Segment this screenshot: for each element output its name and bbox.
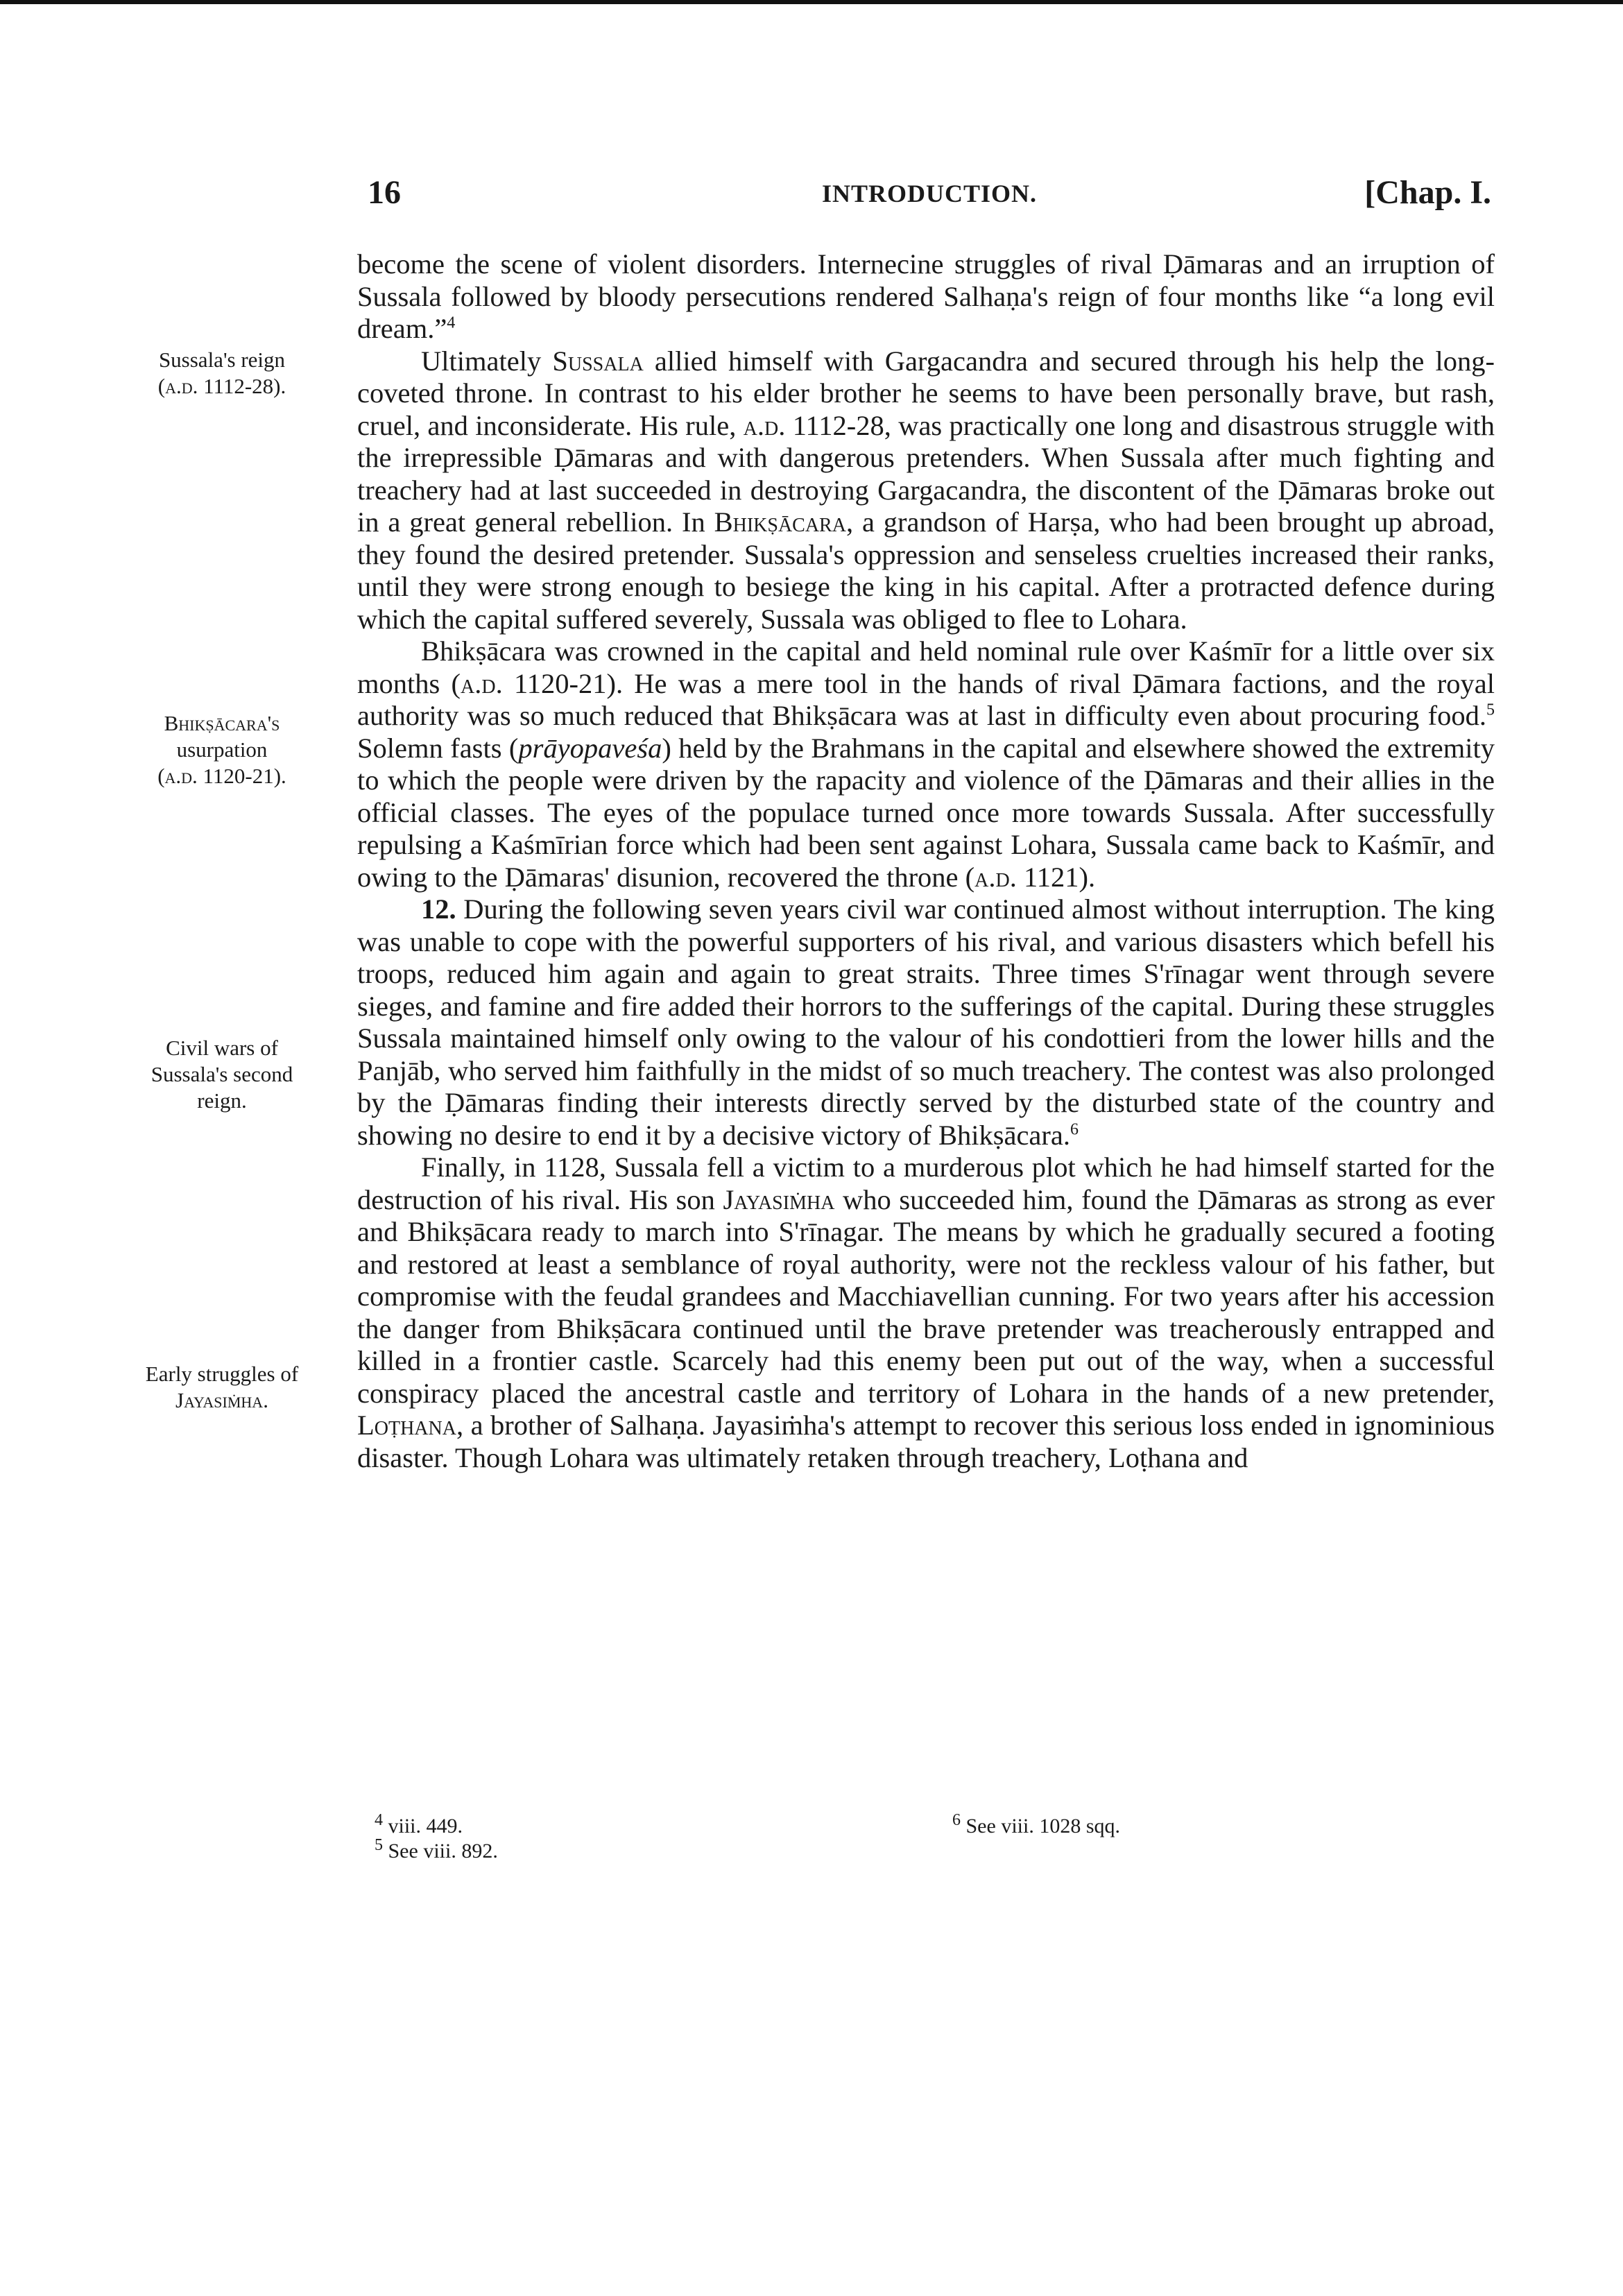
name-lothana: Loṭhana bbox=[357, 1410, 456, 1441]
footnote-6: $^6$ See viii. 1028 sqq. bbox=[952, 1811, 1120, 1837]
paragraph-continuation: become the scene of violent disorders. Internecine struggles of rival Ḍāmaras and an irruption of Sussala followed by bloody persecutions rendered Salhaṇa's reign of four months like “a long evil dream.”$^4$ bbox=[357, 248, 1495, 344]
top-border bbox=[0, 0, 1623, 4]
margin-note-civil-wars bbox=[104, 1035, 340, 1114]
margin-note-line: Sussala's reign bbox=[158, 348, 286, 372]
footnote-5: $^5$ See viii. 892. bbox=[375, 1836, 498, 1862]
paragraph-sussala: Ultimately Sussala allied himself with Gargacandra and secured through his help the long-coveted throne. In contrast to his elder brother he seems to have been personally brave, but rash, cruel, and inconsiderate. His rule, a.d. 1112-28, was practically one long and disastrous struggle with the irrepressible Ḍāmaras and with dangerous pretenders. When Sussala after much fighting and treachery had at last succeeded in destroying Gargacandra, the discontent of the Ḍāmaras broke out in a great general rebellion. In Bhikṣācara, a grandson of Harṣa, who had been brought up abroad, they found the desired pretender. Sussala's oppression and senseless cruelties increased their ranks, until they were strong enough to besiege the king in his capital. After a protracted defence during which the capital suffered severely, Sussala was obliged to flee to Lohara. bbox=[357, 345, 1495, 635]
paragraph-civil-war: 12. During the following seven years civil war continued almost without interruption. The king was unable to cope with the powerful supporters of his rival, and various disasters which befell his troops, reduced him again and again to great straits. Three times S'rīnagar went through severe sieges, and famine and fire added their horrors to the sufferings of the capital. During these struggles Sussala maintained himself only owing to the valour of his condottieri from the lower hills and the Panjāb, who served him faithfully in the midst of so much treachery. The contest was also prolonged by the Ḍāmaras finding their interests directly served by the disturbed state of the country and showing no desire to end it by a decisive victory of Bhikṣācara.$^6$ bbox=[357, 893, 1495, 1151]
margin-note-line: Sussala's second bbox=[151, 1062, 293, 1086]
footnote-ref: 6 bbox=[1070, 1120, 1079, 1138]
margin-note-sussala-reign bbox=[104, 347, 340, 400]
margin-note-line: (a.d. 1120-21). bbox=[157, 764, 286, 788]
name-bhiksacara: Bhikṣācara bbox=[714, 506, 846, 538]
chapter-label: [Chap. I. bbox=[1364, 174, 1491, 211]
footnote-ref: 5 bbox=[1486, 701, 1495, 719]
footnote-ref: 4 bbox=[447, 314, 456, 332]
section-number: 12. bbox=[421, 893, 456, 925]
name-jayasimha: Jayasiṁha bbox=[723, 1183, 835, 1215]
main-text bbox=[357, 248, 1495, 1474]
margin-note-line: reign. bbox=[197, 1088, 247, 1113]
name-sussala: Sussala bbox=[552, 345, 644, 377]
paragraph-jayasimha: Finally, in 1128, Sussala fell a victim to a murderous plot which he had himself started for the destruction of his rival. His son Jayasiṁha who succeeded him, found the Ḍāmaras as strong as ever and Bhikṣācara ready to march into S'rīnagar. The means by which he gradually secured a footing and restored at least a semblance of royal authority, were not the reckless valour of his father, but compromise with the feudal grandees and Macchiavellian cunning. For two years after his accession the danger from Bhikṣācara continued until the brave pretender was treacherously entrapped and killed in a frontier castle. Scarcely had this enemy been put out of the way, when a successful conspiracy placed the ancestral castle and territory of Lohara in the hands of a new pretender, Loṭhana, a brother of Salhaṇa. Jayasiṁha's attempt to recover this serious loss ended in ignominious disaster. Though Lohara was ultimately retaken through treachery, Loṭhana and bbox=[357, 1151, 1495, 1473]
margin-note-bhiksacara-usurpation bbox=[104, 710, 340, 789]
page-number: 16 bbox=[368, 174, 401, 211]
margin-note-line: (a.d. 1112-28). bbox=[157, 374, 286, 398]
paragraph-bhiksacara: Bhikṣācara was crowned in the capital and held nominal rule over Kaśmīr for a little over six months (a.d. 1120-21). He was a mere tool in the hands of rival Ḍāmara factions, and the royal authority was so much reduced that Bhikṣācara was at last in difficulty even about procuring food.$^5$ Solemn fasts (prāyopaveśa) held by the Brahmans in the capital and elsewhere showed the extremity to which the people were driven by the rapacity and violence of the Ḍāmaras and their allies in the official classes. The eyes of the populace turned once more towards Sussala. After successfully repulsing a Kaśmīrian force which had been sent against Lohara, Sussala came back to Kaśmīr, and owing to the Ḍāmaras' disunion, recovered the throne (a.d. 1121). bbox=[357, 635, 1495, 893]
margin-note-line: Early struggles of bbox=[145, 1362, 299, 1386]
page-header bbox=[0, 173, 1623, 222]
footnote-4: $^4$ viii. 449. bbox=[375, 1811, 463, 1837]
margin-note-line: Jayasiṁha. bbox=[175, 1388, 268, 1412]
margin-note-line: Civil wars of bbox=[166, 1036, 278, 1060]
margin-note-line: usurpation bbox=[176, 737, 268, 762]
italic-term: prāyopaveśa bbox=[518, 732, 662, 764]
margin-note-line: Bhikṣācara's bbox=[164, 711, 280, 735]
running-title: INTRODUCTION. bbox=[822, 180, 1038, 207]
margin-note-early-struggles bbox=[104, 1361, 340, 1414]
